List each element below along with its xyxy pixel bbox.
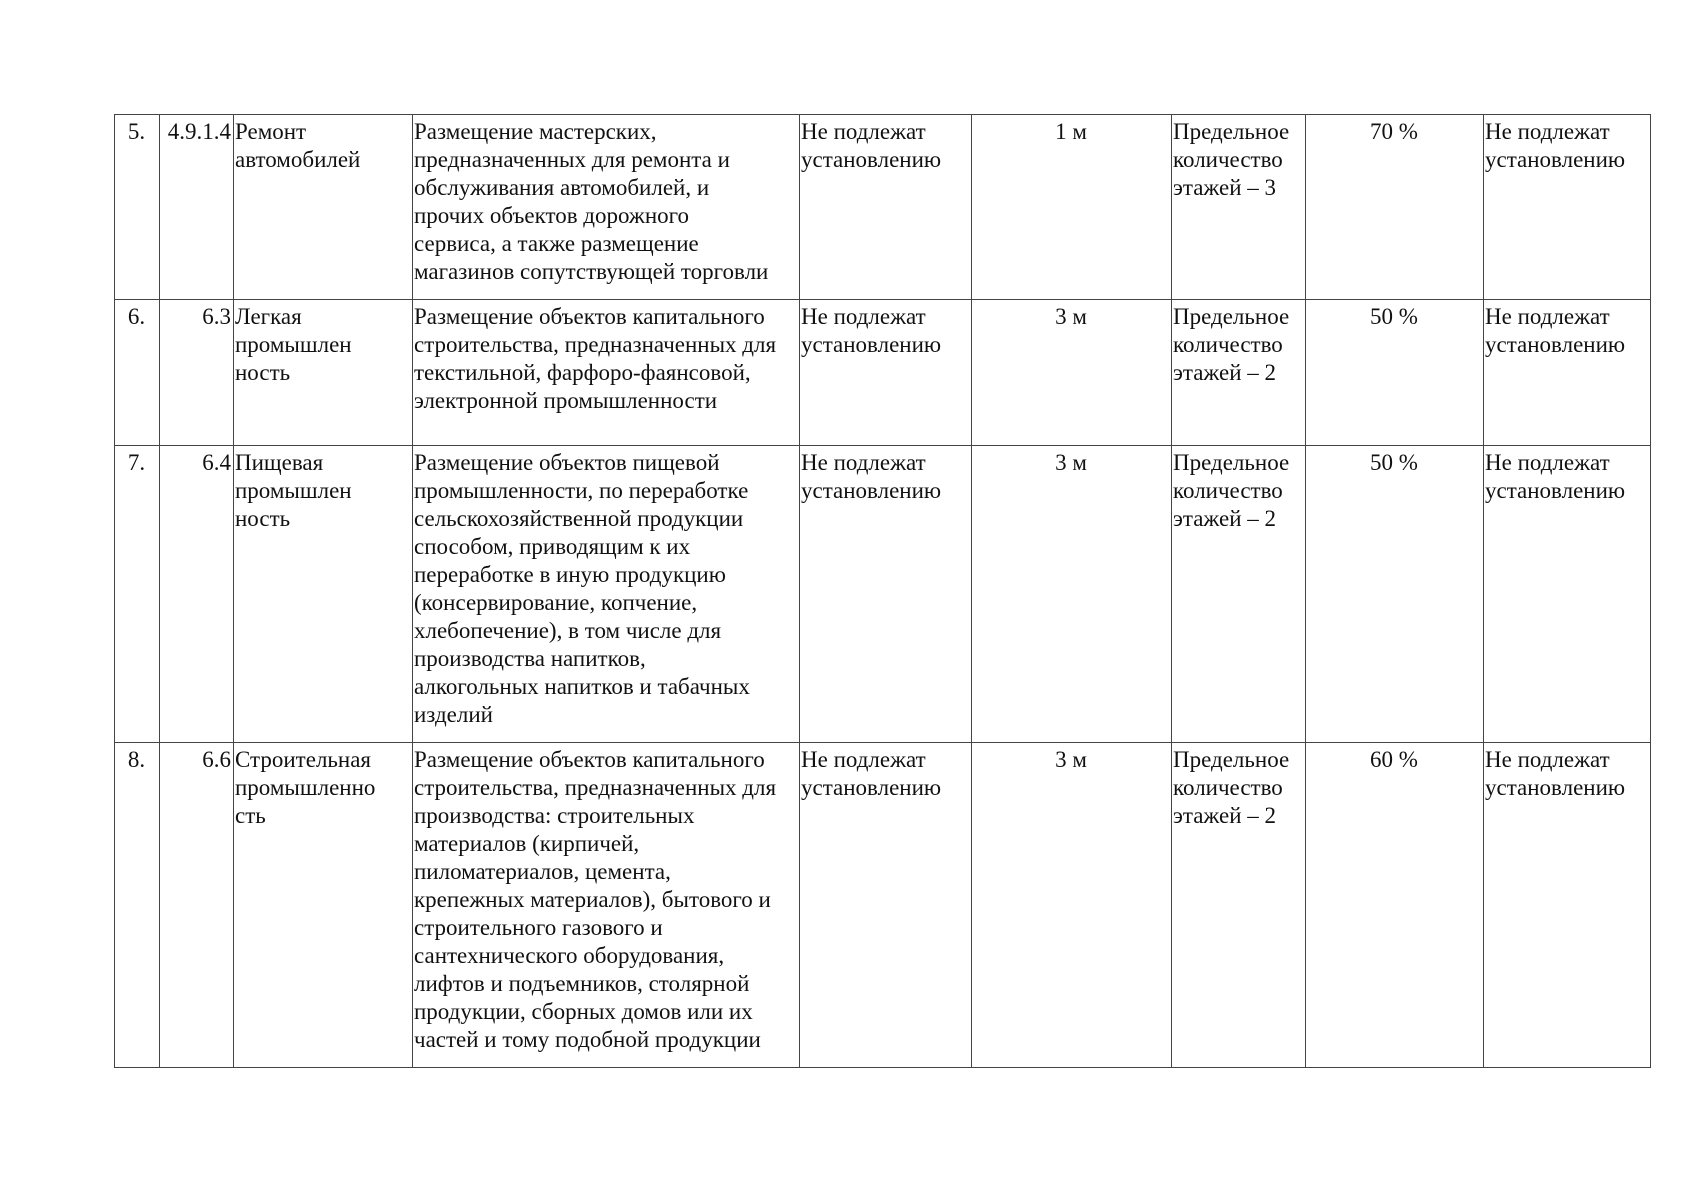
table-row xyxy=(115,300,1651,446)
floors-limit: Предельное количество этажей – 2 xyxy=(1172,300,1306,446)
plot-size-cell: Не подлежат установлению xyxy=(800,300,972,446)
use-description: Размещение объектов капитального строительства, предназначенных для текстильной, фарфоро-фаянсовой, электронной промышленности xyxy=(413,300,800,446)
other-params-cell: Не подлежат установлению xyxy=(1484,743,1651,1068)
floors-limit: Предельное количество этажей – 2 xyxy=(1172,743,1306,1068)
use-name: Пищевая промышлен ность xyxy=(234,446,413,743)
use-name: Строительная промышленно сть xyxy=(234,743,413,1068)
floors-limit: Предельное количество этажей – 3 xyxy=(1172,115,1306,300)
use-name: Легкая промышлен ность xyxy=(234,300,413,446)
use-name: Ремонт автомобилей xyxy=(234,115,413,300)
row-number: 7. xyxy=(115,446,160,743)
other-params-cell: Не подлежат установлению xyxy=(1484,300,1651,446)
setback-value: 1 м xyxy=(972,115,1172,300)
use-code: 4.9.1.4 xyxy=(160,115,234,300)
other-params-cell: Не подлежат установлению xyxy=(1484,115,1651,300)
other-params-cell: Не подлежат установлению xyxy=(1484,446,1651,743)
row-number: 5. xyxy=(115,115,160,300)
table-row xyxy=(115,115,1651,300)
use-code: 6.4 xyxy=(160,446,234,743)
floors-limit: Предельное количество этажей – 2 xyxy=(1172,446,1306,743)
row-number: 8. xyxy=(115,743,160,1068)
row-number: 6. xyxy=(115,300,160,446)
table-row xyxy=(115,446,1651,743)
coverage-percent: 60 % xyxy=(1306,743,1484,1068)
plot-size-cell: Не подлежат установлению xyxy=(800,115,972,300)
zoning-regulations-table xyxy=(114,114,1651,1068)
setback-value: 3 м xyxy=(972,743,1172,1068)
coverage-percent: 50 % xyxy=(1306,300,1484,446)
plot-size-cell: Не подлежат установлению xyxy=(800,743,972,1068)
setback-value: 3 м xyxy=(972,300,1172,446)
use-description: Размещение мастерских, предназначенных для ремонта и обслуживания автомобилей, и прочих объектов дорожного сервиса, а также размещение магазинов сопутствующей торговли xyxy=(413,115,800,300)
coverage-percent: 70 % xyxy=(1306,115,1484,300)
use-code: 6.3 xyxy=(160,300,234,446)
use-description: Размещение объектов пищевой промышленности, по переработке сельскохозяйственной продукции способом, приводящим к их переработке в иную продукцию (консервирование, копчение, хлебопечение), в том числе для производства напитков, алкогольных напитков и табачных изделий xyxy=(413,446,800,743)
plot-size-cell: Не подлежат установлению xyxy=(800,446,972,743)
use-code: 6.6 xyxy=(160,743,234,1068)
table-row xyxy=(115,743,1651,1068)
use-description: Размещение объектов капитального строительства, предназначенных для производства: строительных материалов (кирпичей, пиломатериалов, цемента, крепежных материалов), бытового и строительного газового и сантехнического оборудования, лифтов и подъемников, столярной продукции, сборных домов или их частей и тому подобной продукции xyxy=(413,743,800,1068)
coverage-percent: 50 % xyxy=(1306,446,1484,743)
setback-value: 3 м xyxy=(972,446,1172,743)
